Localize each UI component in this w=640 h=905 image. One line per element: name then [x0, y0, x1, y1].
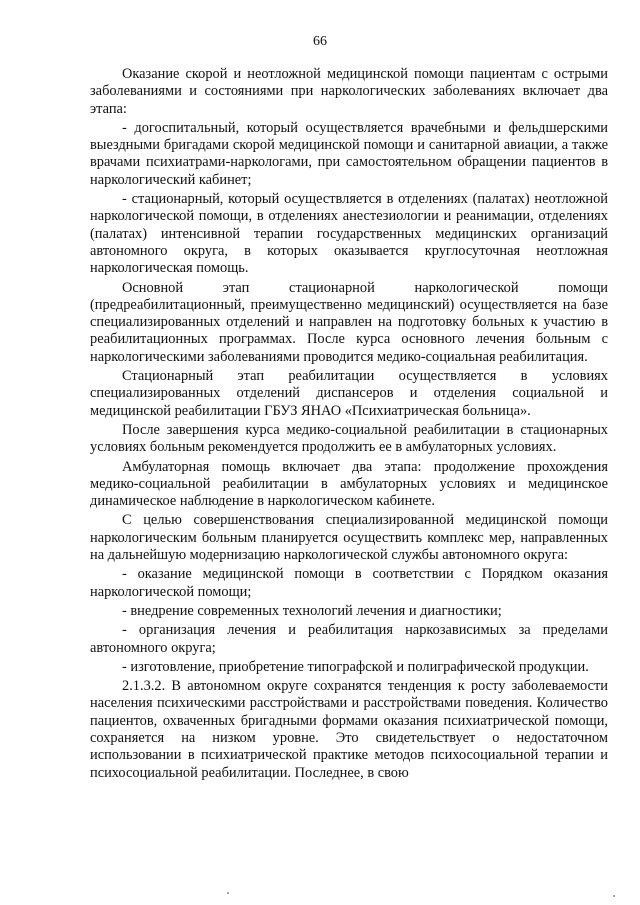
paragraph-after-course: После завершения курса медико-социальной реабилитации в стационарных условиях больным рекомендуется продолжить ее в амбулаторных условиях.	[90, 421, 608, 456]
document-body	[90, 66, 608, 784]
paragraph-improvement-measures: С целью совершенствования специализированной медицинской помощи наркологическим больным планируется осуществить комплекс мер, направленных на дальнейшую модернизацию наркологической службы автономного округа:	[90, 512, 608, 564]
paragraph-section-2-1-3-2: 2.1.3.2. В автономном округе сохранятся тенденция к росту заболеваемости населения психическими расстройствами и расстройствами поведения. Количество пациентов, охваченных бригадными формами оказания психиатрической помощи, сохраняется на низком уровне. Это свидетельствует о недостаточном использовании в психиатрической практике методов психосоциальной терапии и психосоциальной реабилитации. Последнее, в свою	[90, 678, 608, 781]
paragraph-outpatient-care: Амбулаторная помощь включает два этапа: продолжение прохождения медико-социальной реабилитации в амбулаторных условиях и медицинское динамическое наблюдение в наркологическом кабинете.	[90, 458, 608, 510]
list-item-treatment-outside: - организация лечения и реабилитация наркозависимых за пределами автономного округа;	[90, 622, 608, 656]
list-item-prehospital: - догоспитальный, который осуществляется врачебными и фельдшерскими выездными бригадами скорой медицинской помощи и санитарной авиации, а также врачами психиатрами-наркологами, при самостоятельном обращении пациентов в наркологический кабинет;	[90, 119, 608, 188]
list-item-printing: - изготовление, приобретение типографской и полиграфической продукции.	[122, 658, 589, 675]
paragraph-main-stage: Основной этап стационарной наркологической помощи (предреабилитационный, преимущественно медицинский) осуществляется на базе специализированных отделений и направлен на подготовку больных к участию в реабилитационных программах. После курса основного лечения больным с наркологическими заболеваниями проводится медико-социальная реабилитация.	[90, 279, 608, 365]
paragraph-emergency-care-intro: Оказание скорой и неотложной медицинской помощи пациентам с острыми заболеваниями и состояниями при наркологических заболеваниях включает два этапа:	[90, 66, 608, 117]
list-item-technologies: - внедрение современных технологий лечения и диагностики;	[122, 602, 502, 619]
paragraph-inpatient-rehabilitation: Стационарный этап реабилитации осуществляется в условиях специализированных отделений диспансеров и отделения социальной и медицинской реабилитации ГБУЗ ЯНАО «Психиатрическая больница».	[90, 368, 608, 419]
scan-speck	[227, 892, 229, 894]
list-item-care-procedure: - оказание медицинской помощи в соответствии с Порядком оказания наркологической помощи;	[90, 566, 608, 600]
list-item-inpatient: - стационарный, который осуществляется в отделениях (палатах) неотложной наркологической помощи, в отделениях анестезиологии и реанимации, отделениях (палатах) интенсивной терапии государственных медицинских организаций автономного округа, в которых оказывается круглосуточная неотложная наркологическая помощь.	[90, 191, 608, 277]
scan-speck	[613, 895, 615, 897]
page-number: 66	[313, 34, 327, 49]
